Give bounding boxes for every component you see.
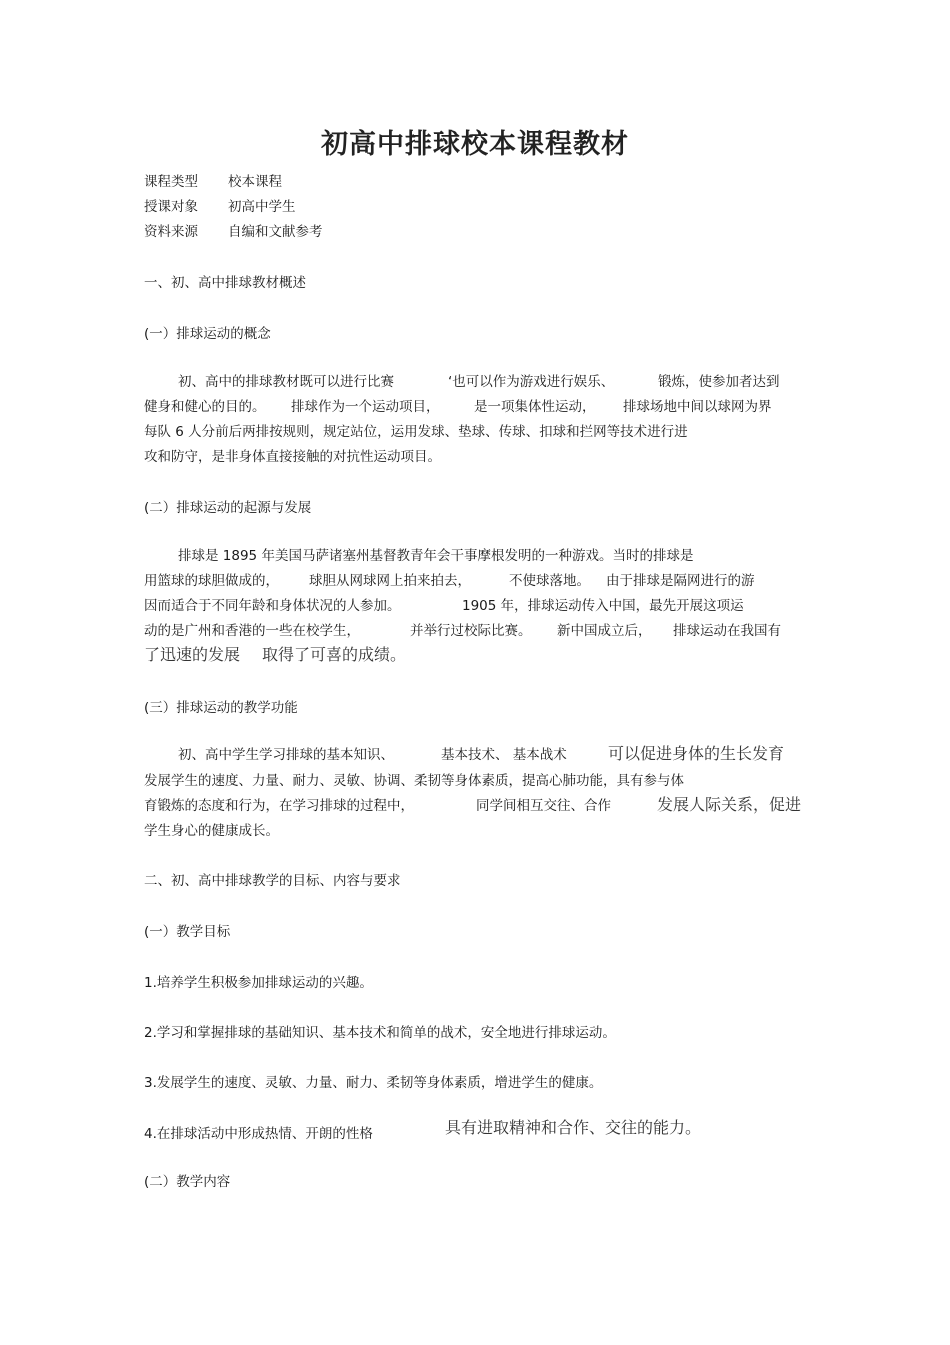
text-line: 球胆从网球网上拍来拍去，: [309, 573, 471, 589]
text-line: 因而适合于不同年龄和身体状况的人参加。: [144, 598, 401, 614]
text-line: 排球作为一个运动项目，: [291, 399, 440, 415]
list-item-continuation: 具有进取精神和合作、交往的能力。: [445, 1118, 702, 1137]
text-line: 是一项集体性运动，: [474, 399, 596, 415]
text-line: 排球运动在我国有: [673, 623, 781, 639]
text-line: 初、高中学生学习排球的基本知识、: [178, 747, 394, 763]
text-line: 排球场地中间以球网为界: [623, 399, 772, 415]
text-line: 每队 6 人分前后两排按规则，规定站位，运用发球、垫球、传球、扣球和拦网等技术进行进: [144, 424, 688, 440]
section-heading: 二、初、高中排球教学的目标、内容与要求: [144, 873, 401, 889]
text-line: 同学间相互交往、合作: [476, 798, 611, 814]
meta-label-course-type: 课程类型: [144, 174, 198, 190]
text-line: 动的是广州和香港的一些在校学生，: [144, 623, 360, 639]
meta-value-course-type: 校本课程: [228, 174, 282, 190]
subsection-heading: (三）排球运动的教学功能: [144, 700, 298, 716]
text-line: 由于排球是隔网进行的游: [606, 573, 755, 589]
text-line: 用篮球的球胆做成的，: [144, 573, 279, 589]
text-line: 了迅速的发展: [144, 645, 241, 664]
text-line: 发展人际关系，促进: [657, 795, 802, 814]
text-line: 新中国成立后，: [557, 623, 652, 639]
text-line: 排球是 1895 年美国马萨诸塞州基督教青年会干事摩根发明的一种游戏。当时的排球是: [178, 548, 694, 564]
text-line: 锻炼，使参加者达到: [658, 374, 780, 390]
text-line: ‘也可以作为游戏进行娱乐、: [448, 374, 615, 390]
subsection-heading: (二）排球运动的起源与发展: [144, 500, 312, 516]
text-line: 不使球落地。: [509, 573, 590, 589]
page-title: 初高中排球校本课程教材: [321, 129, 629, 160]
subsection-heading: (一）排球运动的概念: [144, 326, 271, 342]
text-line: 学生身心的健康成长。: [144, 823, 279, 839]
subsection-heading: (二）教学内容: [144, 1174, 231, 1190]
text-line: 基本技术、 基本战术: [441, 747, 567, 763]
text-line: 1905 年，排球运动传入中国，最先开展这项运: [462, 598, 744, 614]
meta-value-source: 自编和文献参考: [228, 224, 323, 240]
text-line: 初、高中的排球教材既可以进行比赛: [178, 374, 394, 390]
meta-label-source: 资料来源: [144, 224, 198, 240]
text-line: 取得了可喜的成绩。: [262, 645, 407, 664]
list-item: 1.培养学生积极参加排球运动的兴趣。: [144, 975, 373, 991]
text-line: 可以促进身体的生长发育: [608, 744, 785, 763]
subsection-heading: (一）教学目标: [144, 924, 231, 940]
text-line: 发展学生的速度、力量、耐力、灵敏、协调、柔韧等身体素质，提高心肺功能，具有参与体: [144, 773, 684, 789]
list-item: 4.在排球活动中形成热情、开朗的性格: [144, 1126, 373, 1142]
list-item: 2.学习和掌握排球的基础知识、基本技术和简单的战术，安全地进行排球运动。: [144, 1025, 616, 1041]
meta-value-audience: 初高中学生: [228, 199, 296, 215]
list-item: 3.发展学生的速度、灵敏、力量、耐力、柔韧等身体素质，增进学生的健康。: [144, 1075, 603, 1091]
text-line: 并举行过校际比赛。: [410, 623, 532, 639]
text-line: 育锻炼的态度和行为，在学习排球的过程中，: [144, 798, 414, 814]
section-heading: 一、初、高中排球教材概述: [144, 275, 306, 291]
text-line: 攻和防守，是非身体直接接触的对抗性运动项目。: [144, 449, 441, 465]
text-line: 健身和健心的目的。: [144, 399, 266, 415]
meta-label-audience: 授课对象: [144, 199, 198, 215]
